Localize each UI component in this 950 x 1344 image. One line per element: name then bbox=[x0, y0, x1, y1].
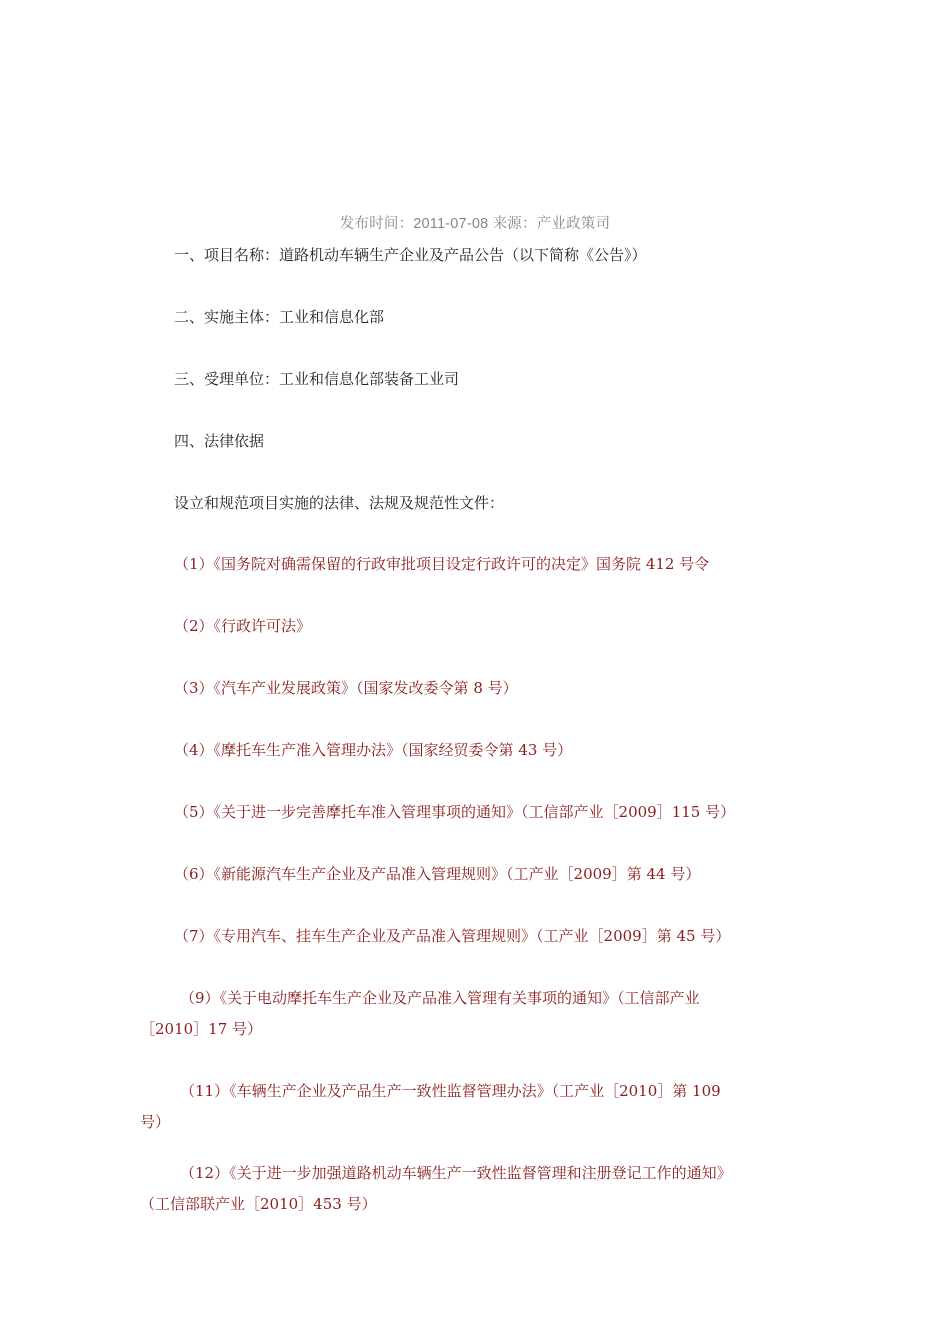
source-value: 产业政策司 bbox=[536, 216, 611, 232]
publish-date: 2011-07-08 bbox=[413, 216, 489, 232]
law-item-wrapped: （12）《关于进一步加强道路机动车辆生产一致性监督管理和注册登记工作的通知》 （工信部联产业［2010］453 号） bbox=[140, 1164, 732, 1213]
legal-intro: 设立和规范项目实施的法律、法规及规范性文件： bbox=[174, 494, 505, 512]
law-item: （6）《新能源汽车生产企业及产品准入管理规则》（工产业［2009］第 44 号） bbox=[174, 865, 701, 883]
section-acceptance-unit: 三、受理单位：工业和信息化部装备工业司 bbox=[174, 370, 460, 388]
law-item: （1）《国务院对确需保留的行政审批项目设定行政许可的决定》国务院 412 号令 bbox=[174, 555, 710, 573]
section-legal-basis: 四、法律依据 bbox=[174, 432, 265, 450]
law-item: （4）《摩托车生产准入管理办法》（国家经贸委令第 43 号） bbox=[174, 741, 573, 759]
law-item: （7）《专用汽车、挂车生产企业及产品准入管理规则》（工产业［2009］第 45 号） bbox=[174, 927, 731, 945]
publish-label: 发布时间： bbox=[339, 216, 414, 232]
law-item-wrapped: （11）《车辆生产企业及产品生产一致性监督管理办法》（工产业［2010］第 109 号） bbox=[140, 1082, 721, 1131]
source-label: 来源： bbox=[492, 216, 537, 232]
law-item: （3）《汽车产业发展政策》（国家发改委令第 8 号） bbox=[174, 679, 518, 697]
law-item: （2）《行政许可法》 bbox=[174, 617, 312, 635]
section-project-name: 一、项目名称：道路机动车辆生产企业及产品公告（以下简称《公告》） bbox=[174, 246, 647, 264]
law-item: （5）《关于进一步完善摩托车准入管理事项的通知》（工信部产业［2009］115 号） bbox=[174, 803, 736, 821]
publish-info bbox=[0, 212, 950, 233]
section-implementer: 二、实施主体：工业和信息化部 bbox=[174, 308, 385, 326]
law-item-wrapped: （9）《关于电动摩托车生产企业及产品准入管理有关事项的通知》（工信部产业 ［2010］17 号） bbox=[140, 989, 700, 1038]
